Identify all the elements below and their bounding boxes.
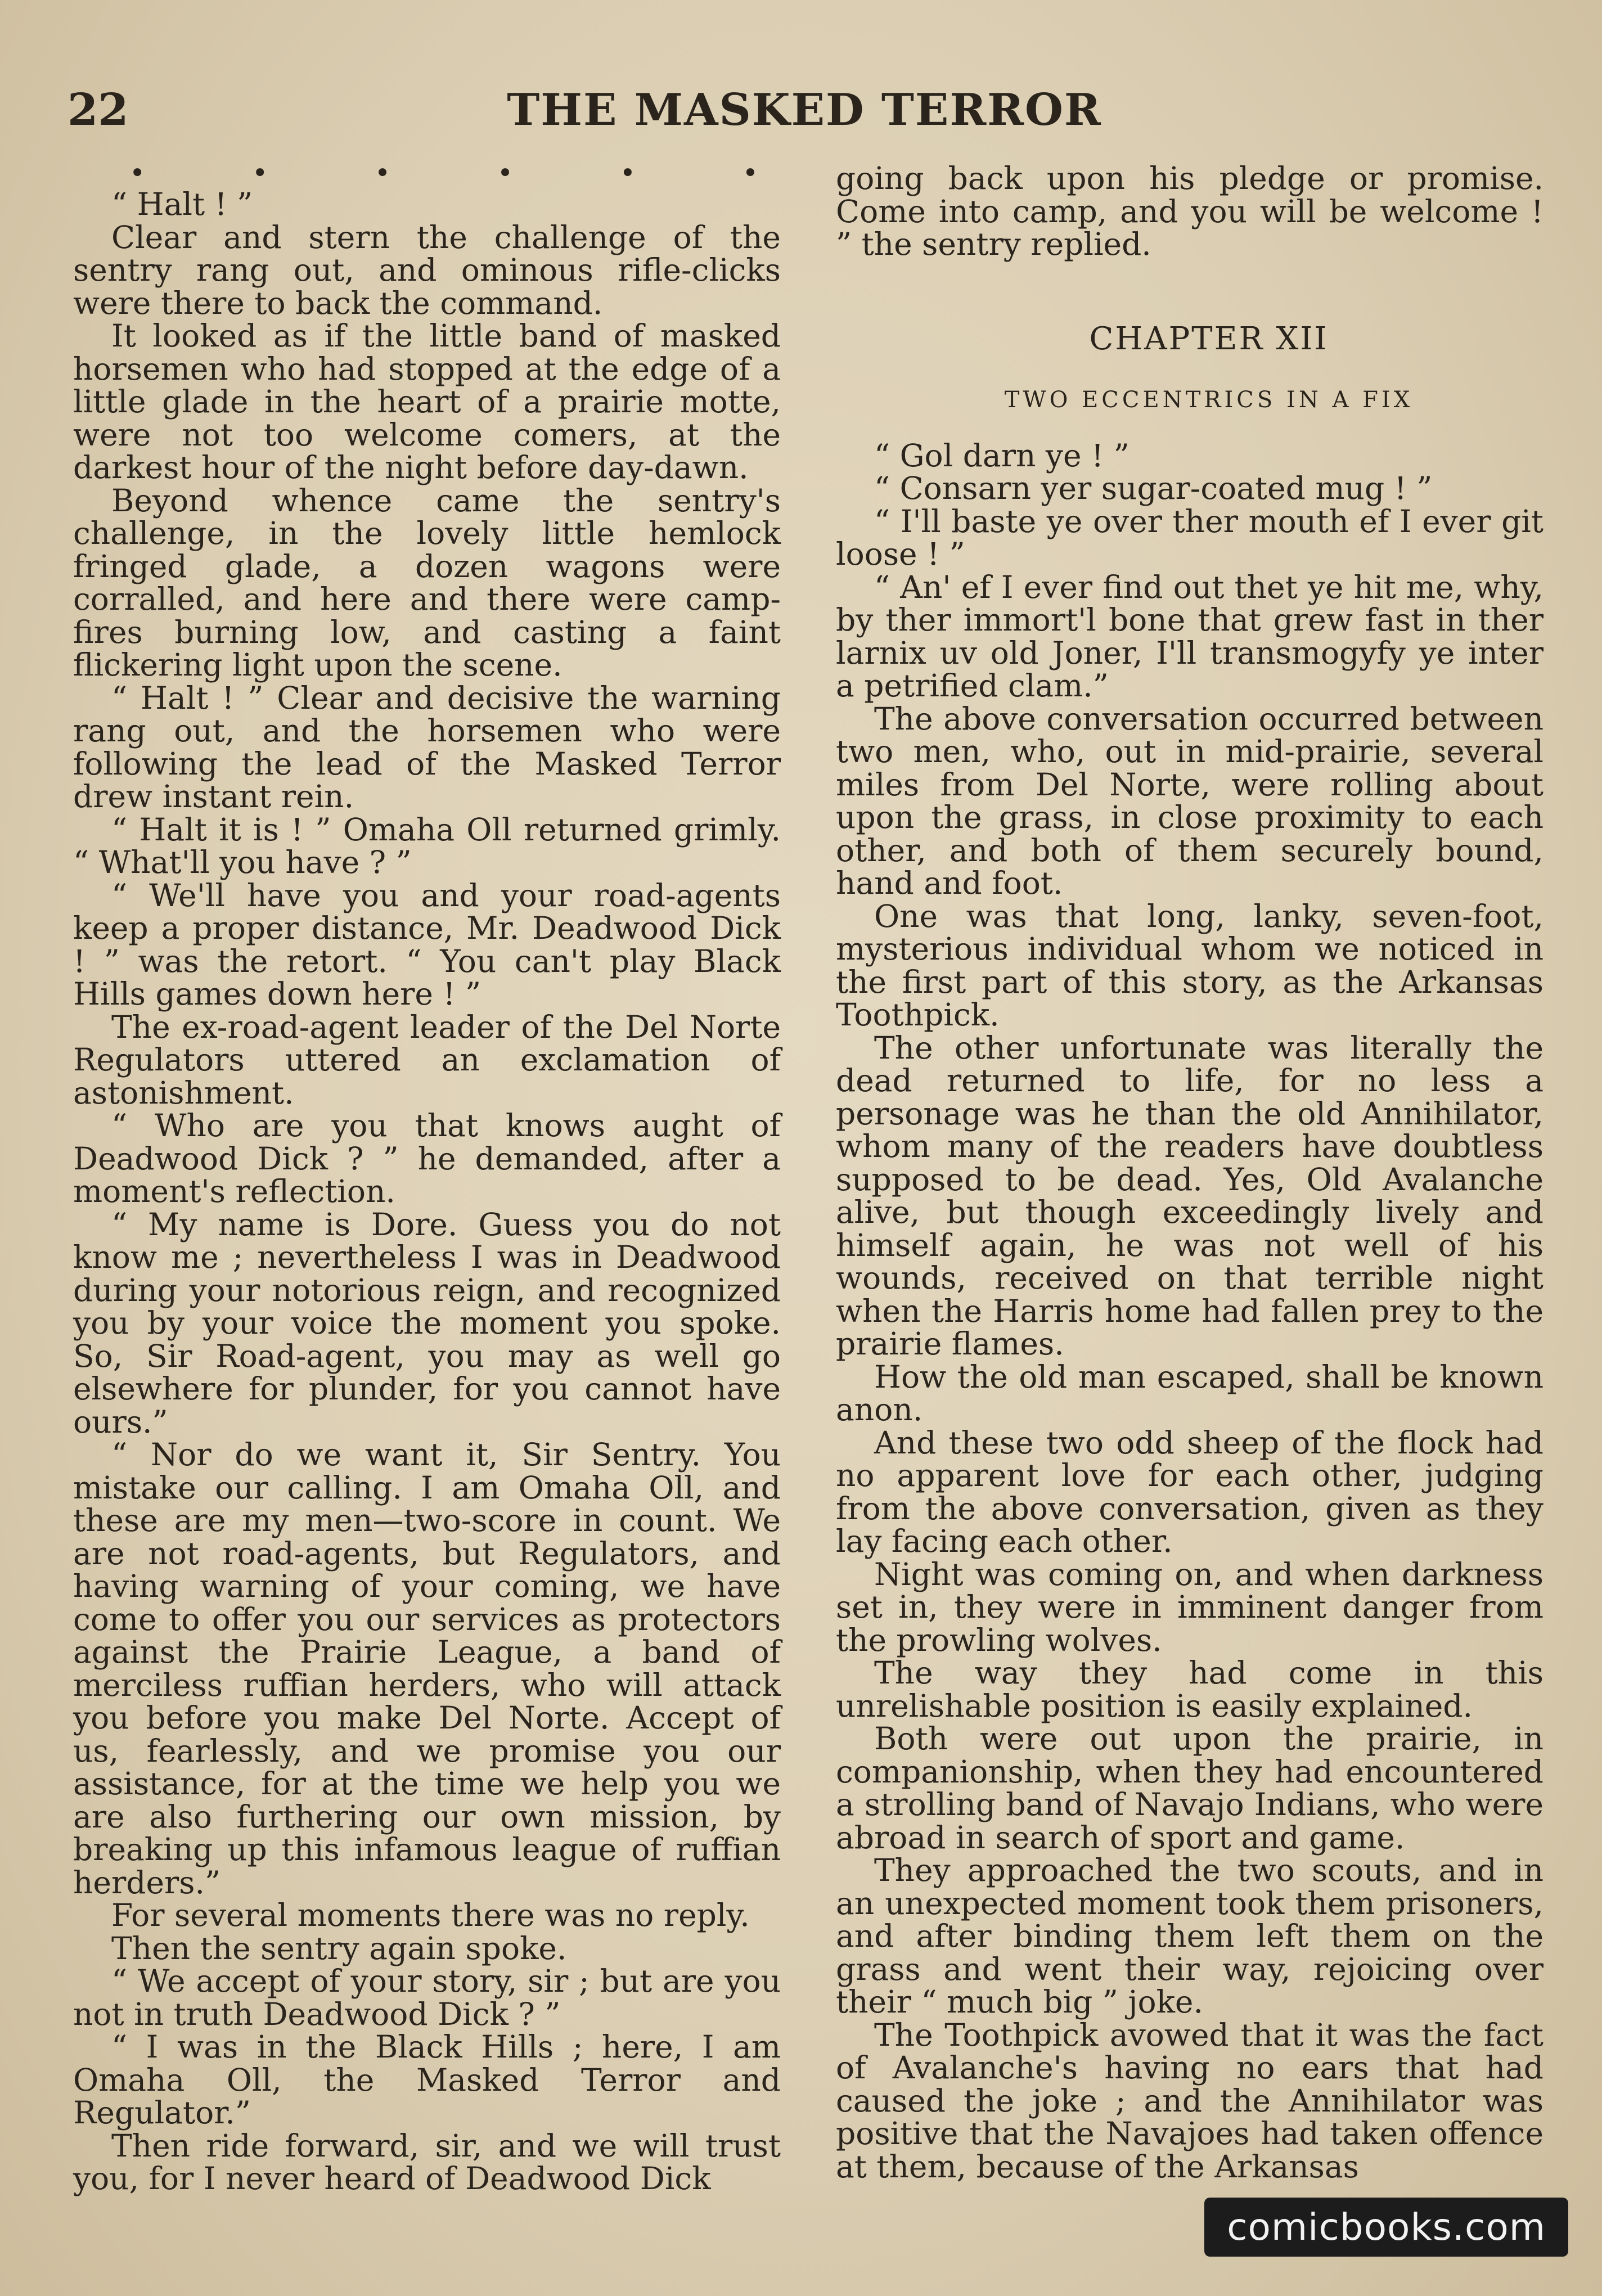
- paragraph: “ Halt ! ” Clear and decisive the warning rang out, and the horsemen who were following the lead of the Masked Terror drew instant rein.: [73, 679, 781, 814]
- page-number: 22: [68, 84, 129, 136]
- paragraph: The above conversation occurred between two men, who, out in mid-prairie, several miles from Del Norte, were rolling about upon the grass, in close proximity to each other, and both of them securely bound, hand and foot.: [836, 700, 1544, 901]
- paragraph: And these two odd sheep of the flock had no apparent love for each other, judging from the above conversation, given as they lay facing each other.: [836, 1424, 1544, 1559]
- paragraph: “ I'll baste ye over ther mouth ef I ever git loose ! ”: [836, 503, 1544, 572]
- page-header: [68, 84, 1541, 146]
- paragraph: “ Gol darn ye ! ”: [874, 437, 1130, 474]
- paragraph: The ex-road-agent leader of the Del Norte Regulators uttered an exclamation of astonishment.: [73, 1009, 781, 1111]
- paragraph: “ Who are you that knows aught of Deadwood Dick ? ” he demanded, after a moment's reflection.: [73, 1108, 781, 1209]
- paragraph: “ Halt ! ”: [111, 186, 253, 222]
- paragraph: It looked as if the little band of masked horsemen who had stopped at the edge of a little glade in the heart of a prairie motte, were not too welcome comers, at the darkest hour of the night before day-dawn.: [73, 318, 781, 485]
- running-title: THE MASKED TERROR: [507, 84, 1102, 136]
- chapter-title: CHAPTER XII: [1089, 320, 1329, 357]
- site-watermark: comicbooks.com: [1204, 2198, 1568, 2257]
- right-column: [836, 162, 1544, 2183]
- paragraph: “ An' ef I ever find out thet ye hit me, why, by ther immort'l bone that grew fast in ther larnix uv old Joner, I'll transmogyfy ye inter a petrified clam.”: [836, 569, 1544, 704]
- paragraph: “ We'll have you and your road-agents keep a proper distance, Mr. Deadwood Dick ! ” was the retort. “ You can't play Black Hills games down here ! ”: [73, 877, 781, 1012]
- paragraph: “ Nor do we want it, Sir Sentry. You mistake our calling. I am Omaha Oll, and these are my men—two-score in count. We are not road-agents, but Regulators, and having warning of your coming, we have come to offer you our services as protectors against the Prairie League, a band of merciless ruffian herders, who will attack you before you make Del Norte. Accept of us, fearlessly, and we promise you our assistance, for at the time we help you we are also furthering our own mission, by breaking up this infamous league of ruffian herders.”: [73, 1437, 781, 1901]
- left-column: [73, 157, 781, 2196]
- paragraph: “ Consarn yer sugar-coated mug ! ”: [874, 470, 1433, 506]
- paragraph: The other unfortunate was literally the dead returned to life, for no less a personage was he than the old Annihilator, whom many of the readers have doubtless supposed to be dead. Yes, Old Avalanche alive, but though exceedingly lively and himself again, he was not well of his wounds, received on that terrible night when the Harris home had fallen prey to the prairie flames.: [836, 1029, 1544, 1362]
- paragraph: “ Halt it is ! ” Omaha Oll returned grimly. “ What'll you have ? ”: [73, 811, 781, 880]
- paragraph: The way they had come in this unrelishable position is easily explained.: [836, 1655, 1544, 1724]
- paragraph: “ We accept of your story, sir ; but are you not in truth Deadwood Dick ? ”: [73, 1963, 781, 2032]
- paragraph: One was that long, lanky, seven-foot, mysterious individual whom we noticed in the first part of this story, as the Arkansas Toothpick.: [836, 898, 1544, 1033]
- paragraph: Then the sentry again spoke.: [111, 1930, 567, 1966]
- paragraph: Beyond whence came the sentry's challenge, in the lovely little hemlock fringed glade, a dozen wagons were corralled, and here and there were camp-fires burning low, and casting a faint flickering light upon the scene.: [73, 482, 781, 683]
- chapter-subtitle: TWO ECCENTRICS IN A FIX: [1004, 387, 1414, 413]
- section-break-dots: • • • • • •: [129, 157, 758, 189]
- paragraph: Night was coming on, and when darkness set in, they were in imminent danger from the prowling wolves.: [836, 1556, 1544, 1658]
- paragraph: Both were out upon the prairie, in companionship, when they had encountered a strolling band of Navajo Indians, who were abroad in search of sport and game.: [836, 1721, 1544, 1856]
- paragraph: Clear and stern the challenge of the sentry rang out, and ominous rifle-clicks were there to back the command.: [73, 219, 781, 321]
- paragraph: How the old man escaped, shall be known anon.: [836, 1358, 1544, 1428]
- paragraph: Then ride forward, sir, and we will trust you, for I never heard of Deadwood Dick: [73, 2127, 781, 2196]
- paragraph: They approached the two scouts, and in an unexpected moment took them prisoners, and after binding them left them on the grass and went their way, rejoicing over their “ much big ” joke.: [836, 1852, 1544, 2020]
- paragraph: “ My name is Dore. Guess you do not know me ; nevertheless I was in Deadwood during your notorious reign, and recognized you by your voice the moment you spoke. So, Sir Road-agent, you may as well go elsewhere for plunder, for you cannot have ours.”: [73, 1206, 781, 1440]
- paragraph: The Toothpick avowed that it was the fact of Avalanche's having no ears that had caused the joke ; and the Annihilator was positive that the Navajoes had taken offence at them, because of the Arkansas: [836, 2016, 1544, 2185]
- paragraph: For several moments there was no reply.: [111, 1897, 750, 1933]
- paragraph: “ I was in the Black Hills ; here, I am Omaha Oll, the Masked Terror and Regulator.”: [73, 2029, 781, 2131]
- continuation-paragraph: going back upon his pledge or promise. Come into camp, and you will be welcome ! ” the sentry replied.: [836, 160, 1544, 262]
